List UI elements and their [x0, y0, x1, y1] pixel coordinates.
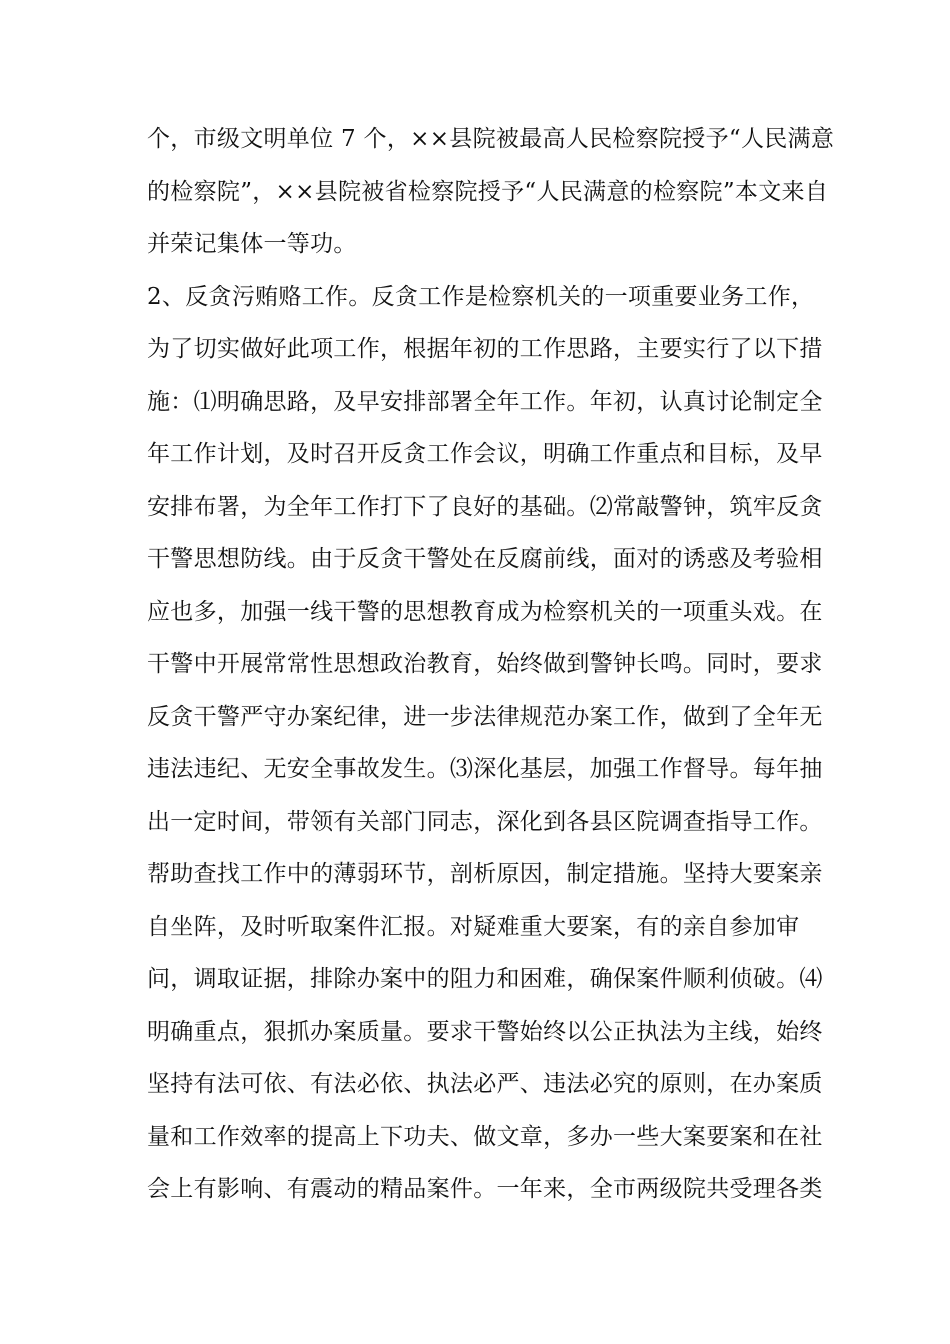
- text-line: 个，市级文明单位 7 个，××县院被最高人民检察院授予“人民满意: [147, 126, 835, 152]
- text-line: 坚持有法可依、有法必依、执法必严、违法必究的原则，在办案质: [147, 1071, 823, 1097]
- text-line: 明确重点，狠抓办案质量。要求干警始终以公正执法为主线，始终: [147, 1018, 823, 1045]
- body-text: [147, 118, 835, 1221]
- text-line: 应也多，加强一线干警的思想教育成为检察机关的一项重头戏。在: [147, 598, 823, 625]
- text-line: 出一定时间，带领有关部门同志，深化到各县区院调查指导工作。: [147, 808, 823, 835]
- text-line: 为了切实做好此项工作，根据年初的工作思路，主要实行了以下措: [147, 336, 823, 362]
- text-line: 反贪干警严守办案纪律，进一步法律规范办案工作，做到了全年无: [147, 703, 823, 730]
- text-line: 干警思想防线。由于反贪干警处在反腐前线，面对的诱惑及考验相: [147, 546, 823, 572]
- text-line: 问，调取证据，排除办案中的阻力和困难，确保案件顺利侦破。⑷: [147, 966, 823, 992]
- text-line: 会上有影响、有震动的精品案件。一年来，全市两级院共受理各类: [147, 1176, 823, 1202]
- text-line: 帮助查找工作中的薄弱环节，剖析原因，制定措施。坚持大要案亲: [147, 861, 823, 887]
- text-line: 并荣记集体一等功。: [147, 231, 357, 257]
- text-line: 违法违纪、无安全事故发生。⑶深化基层，加强工作督导。每年抽: [147, 756, 823, 782]
- text-line: 2、反贪污贿赂工作。反贪工作是检察机关的一项重要业务工作，: [147, 283, 815, 310]
- text-line: 自坐阵，及时听取案件汇报。对疑难重大要案，有的亲自参加审: [147, 913, 800, 940]
- text-line: 施：⑴明确思路，及早安排部署全年工作。年初，认真讨论制定全: [147, 388, 823, 415]
- text-line: 干警中开展常常性思想政治教育，始终做到警钟长鸣。同时，要求: [147, 651, 823, 677]
- text-line: 安排布署，为全年工作打下了良好的基础。⑵常敲警钟，筑牢反贪: [147, 493, 823, 520]
- text-line: 的检察院”，××县院被省检察院授予“人民满意的检察院”本文来自: [147, 178, 829, 205]
- text-line: 量和工作效率的提高上下功夫、做文章，多办一些大案要案和在社: [147, 1123, 823, 1150]
- text-line: 年工作计划，及时召开反贪工作会议，明确工作重点和目标，及早: [147, 441, 823, 467]
